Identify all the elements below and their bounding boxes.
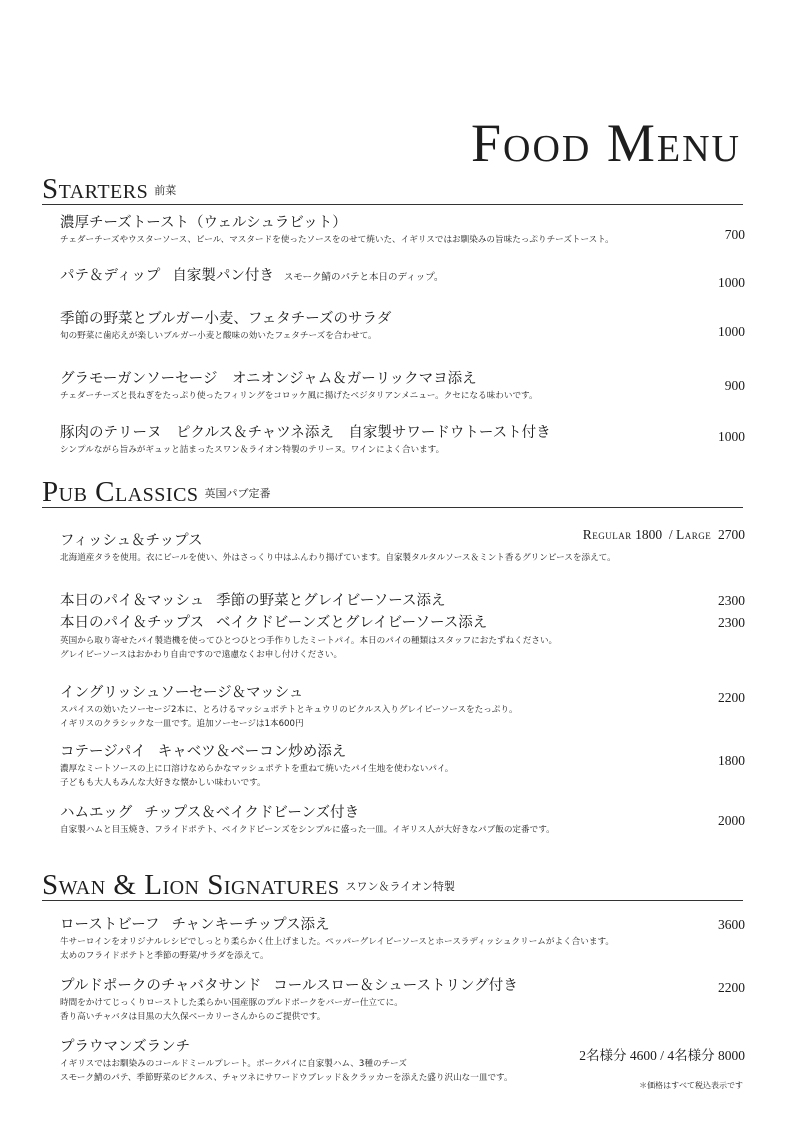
item-subtitle: キャベツ＆ベーコン炒め添え [157,744,347,760]
item-name: 濃厚チーズトースト（ウェルシュラビット） [60,215,347,231]
item-description: スパイスの効いたソーセージ2本に、とろけるマッシュポテトとキュウリのピクルス入りグレイビーソースをたっぷり。 [60,705,518,715]
menu-item [60,916,745,963]
section-header-signatures [42,870,743,901]
section-subtitle: スワン＆ライオン特製 [345,880,455,893]
item-name: 本日のパイ＆チップス [60,615,204,631]
menu-item [60,592,745,611]
price-regular: 1800 [635,527,663,542]
menu-item [60,267,745,290]
menu-item [60,214,745,247]
item-description: イギリスではお馴染みのコールドミールプレート。ポークパイに自家製ハム、3種のチーズ [60,1059,407,1069]
item-description: 濃厚なミートソースの上に口溶けなめらかなマッシュポテトを重ねて焼いたパイ生地を使わないパイ。 [60,764,454,774]
item-subtitle: チップス＆ベイクドビーンズ付き [144,805,360,821]
item-description: チェダーチーズやウスターソース、ビール、マスタードを使ったソースをのせて焼いた、イギリスではお馴染みの旨味たっぷりチーズトースト。 [60,235,614,245]
price-separator: / [668,527,673,542]
item-price: 900 [724,378,745,393]
item-price: 2名様分 4600 / 4名様分 8000 [579,1048,745,1063]
item-description: イギリスのクラシックな一皿です。追加ソーセージは1本600円 [60,719,304,729]
item-subtitle: 自家製パン付き [172,268,274,284]
item-description: シンプルながら旨みがギュッと詰まったスワン＆ライオン特製のテリーヌ。ワインによく合います。 [60,445,445,455]
price-label-regular: Regular [582,527,632,542]
item-price: 1000 [718,275,745,290]
item-price: 2200 [718,690,745,705]
tax-footnote: ＊価格はすべて税込表示です [639,1081,743,1090]
section-title: Starters [42,173,149,205]
section-header-pub-classics [42,477,743,508]
menu-item [60,424,745,457]
item-description: 太めのフライドポテトと季節の野菜/サラダを添えて。 [60,951,269,961]
section-subtitle: 英国パブ定番 [204,487,271,500]
section-title: Swan & Lion Signatures [42,869,340,901]
item-description: 子どもも大人もみんな大好きな懐かしい味わいです。 [60,778,266,788]
item-name: 季節の野菜とブルガー小麦、フェタチーズのサラダ [60,311,392,327]
item-subtitle: チャンキーチップス添え [171,917,330,933]
item-price: 1000 [718,429,745,444]
item-name: イングリッシュソーセージ＆マッシュ [60,685,304,701]
item-price: 2300 [718,615,745,630]
item-subtitle: 季節の野菜とグレイビーソース添え [216,593,446,609]
item-name: パテ＆ディップ [60,268,161,284]
menu-item [60,614,745,662]
item-description: グレイビーソースはおかわり自由ですので遠慮なくお申し付けください。 [60,650,343,660]
section-title: Pub Classics [42,476,199,508]
price-label-large: Large [676,527,712,542]
item-description: チェダーチーズと長ねぎをたっぷり使ったフィリングをコロッケ風に揚げたベジタリアンメニュー。クセになる味わいです。 [60,391,538,401]
section-subtitle: 前菜 [154,184,177,197]
item-subtitle: ベイクドビーンズとグレイビーソース添え [215,615,488,631]
menu-item [60,310,745,343]
item-description: スモーク鯖のパテ、季節野菜のピクルス、チャツネにサワードウブレッド＆クラッカーを添えた盛り沢山な一皿です。 [60,1073,513,1083]
menu-item [60,1038,745,1085]
item-name: プルドポークのチャバタサンド [60,978,262,994]
item-price: 2200 [718,980,745,995]
menu-item [60,370,745,403]
menu-item [60,527,745,565]
item-name: ローストビーフ [60,917,160,933]
item-name: コテージパイ [60,744,146,760]
item-price: 1800 [718,753,745,768]
item-price [583,527,745,543]
item-description: 旬の野菜に歯応えが楽しいブルガー小麦と酸味の効いたフェタチーズを合わせて。 [60,331,377,341]
menu-item [60,743,745,790]
item-description: 香り高いチャバタは目黒の大久保ベーカリーさんからのご提供です。 [60,1012,326,1022]
item-description: 英国から取り寄せたパイ製造機を使ってひとつひとつ手作りしたミートパイ。本日のパイの種類はスタッフにおたずねください。 [60,636,558,646]
menu-item [60,977,745,1024]
item-price: 2000 [718,813,745,828]
item-note: スモーク鯖のパテと本日のディップ。 [283,272,444,283]
item-name: ハムエッグ [60,805,133,821]
item-price: 700 [724,227,745,242]
item-name: プラウマンズランチ [60,1039,191,1055]
menu-item [60,804,745,837]
item-price: 3600 [718,917,745,932]
item-name: 本日のパイ＆マッシュ [60,593,205,609]
price-large: 2700 [718,527,745,542]
item-description: 北海道産タラを使用。衣にビールを使い、外はさっくり中はふんわり揚げています。自家製タルタルソース＆ミント香るグリンピースを添えて。 [60,553,616,563]
item-name: グラモーガンソーセージ オニオンジャム＆ガーリックマヨ添え [60,371,477,387]
item-description: 時間をかけてじっくりローストした柔らかい国産豚のプルドポークをバーガー仕立てに。 [60,998,403,1008]
item-price: 2300 [718,593,745,608]
item-description: 牛サーロインをオリジナルレシピでしっとり柔らかく仕上げました。ペッパーグレイビーソースとホースラディッシュクリームがよく合います。 [60,937,614,947]
page-title: Food Menu [471,113,741,173]
item-name: 豚肉のテリーヌ ピクルス＆チャツネ添え 自家製サワードウトースト付き [60,425,551,441]
menu-item [60,684,745,731]
item-price: 1000 [718,324,745,339]
item-description: 自家製ハムと目玉焼き、フライドポテト、ベイクドビーンズをシンプルに盛った一皿。イギリス人が大好きなパブ飯の定番です。 [60,825,555,835]
item-name: フィッシュ＆チップス [60,533,203,549]
item-subtitle: コールスロー＆シューストリング付き [273,978,518,994]
section-header-starters [42,174,743,205]
